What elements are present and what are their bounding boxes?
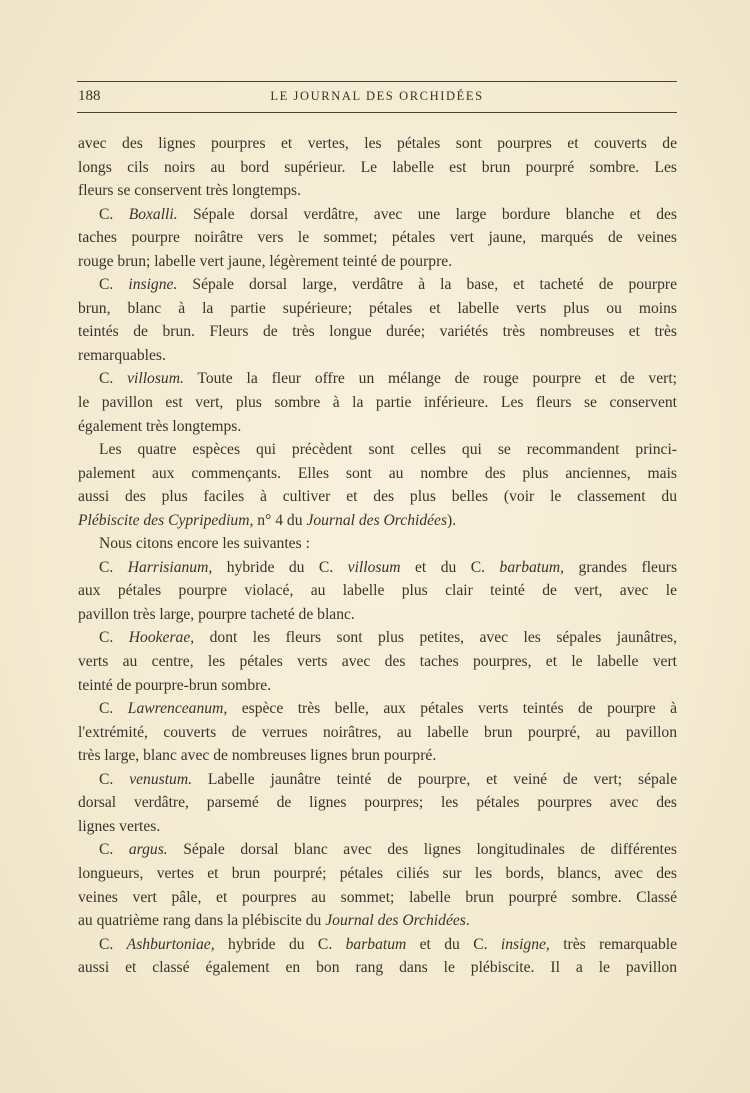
text-segment: également très longtemps. [78, 417, 242, 435]
text-line [78, 250, 677, 274]
italic-text: Journal des Orchidées [306, 511, 448, 529]
text-line [78, 697, 677, 721]
italic-text: Plébiscite des Cypripedium, [78, 511, 254, 529]
text-line [78, 721, 677, 745]
text-line [78, 886, 677, 910]
text-segment: C. [99, 205, 129, 223]
text-segment: lignes vertes. [78, 817, 161, 835]
italic-text: insigne. [128, 276, 178, 294]
text-line [78, 650, 677, 674]
text-line [78, 956, 677, 980]
text-segment: dont les fleurs sont plus petites, avec les sépales jaunâtres, [194, 629, 677, 647]
text-segment: longueurs, vertes et brun pourpré; pétales ciliés sur les bords, blancs, avec des [78, 864, 677, 882]
text-line [78, 933, 677, 957]
text-segment: C. [99, 370, 128, 388]
text-line [78, 674, 677, 698]
text-line [78, 462, 677, 486]
text-segment: aussi des plus faciles à cultiver et des plus belles (voir le classement du [78, 488, 677, 506]
paragraph [78, 438, 677, 532]
italic-text: barbatum [345, 935, 407, 953]
paragraph [78, 697, 677, 768]
italic-text: Lawrenceanum, [127, 700, 228, 718]
text-line [78, 791, 677, 815]
text-segment: . [465, 912, 470, 930]
italic-text: insigne, [500, 935, 550, 953]
text-segment: Nous citons encore les suivantes : [99, 535, 310, 553]
italic-text: venustum. [129, 770, 192, 788]
text-segment: rouge brun; labelle vert jaune, légèrement teinté de pourpre. [78, 252, 453, 270]
text-segment: ). [447, 511, 457, 529]
page-number: 188 [78, 88, 101, 104]
text-segment: Labelle jaunâtre teinté de pourpre, et veiné de vert; sépale [192, 770, 677, 788]
paragraph [78, 273, 677, 367]
text-segment: aussi et classé également en bon rang dans le plébiscite. Il a le pavillon [78, 959, 677, 977]
text-segment: Sépale dorsal blanc avec des lignes longitudinales de différentes [167, 841, 677, 859]
text-segment: espèce très belle, aux pétales verts teintés de pourpre à [227, 700, 678, 718]
text-segment: grandes fleurs [564, 558, 678, 576]
text-segment: veines vert pâle, et pourpres au sommet; labelle brun pourpré sombre. Classé [78, 888, 677, 906]
text-line [78, 179, 677, 203]
italic-text: Boxalli. [128, 205, 178, 223]
text-line [78, 415, 677, 439]
text-line [78, 744, 677, 768]
text-segment: C. [99, 770, 130, 788]
text-segment: hybride du C. [214, 935, 346, 953]
text-segment: teinté de pourpre-brun sombre. [78, 676, 272, 694]
text-segment: taches pourpre noirâtre vers le sommet; pétales vert jaune, marqués de veines [78, 229, 677, 247]
text-segment: hybride du C. [212, 558, 348, 576]
text-line [78, 485, 677, 509]
text-line [78, 532, 677, 556]
text-line [78, 509, 677, 533]
paragraph [78, 933, 677, 980]
text-segment: l'extrémité, couverts de verrues noirâtres, au labelle brun pourpré, au pavillon [78, 723, 677, 741]
running-title: LE JOURNAL DES ORCHIDÉES [270, 89, 484, 103]
header-top-rule [77, 81, 677, 82]
text-segment: verts au centre, les pétales verts avec des taches pourpres, et le labelle vert [78, 653, 677, 671]
text-line [78, 344, 677, 368]
text-segment: C. [99, 935, 127, 953]
text-segment: le pavillon est vert, plus sombre à la partie inférieure. Les fleurs se conservent [78, 394, 677, 412]
text-line [78, 203, 677, 227]
text-segment: longs cils noirs au bord supérieur. Le labelle est brun pourpré sombre. Les [78, 158, 677, 176]
text-segment: remarquables. [78, 346, 166, 364]
text-segment: C. [99, 558, 128, 576]
text-line [78, 391, 677, 415]
text-segment: fleurs se conservent très longtemps. [78, 182, 302, 200]
text-line [78, 768, 677, 792]
text-line [78, 226, 677, 250]
text-line [78, 556, 677, 580]
text-line [78, 367, 677, 391]
text-line [78, 579, 677, 603]
text-line [78, 626, 677, 650]
text-segment: Sépale dorsal verdâtre, avec une large bordure blanche et des [177, 205, 677, 223]
text-segment: et du C. [400, 558, 500, 576]
text-segment: C. [99, 700, 128, 718]
text-segment: C. [99, 629, 129, 647]
text-segment: C. [99, 276, 129, 294]
text-line [78, 156, 677, 180]
text-line [78, 438, 677, 462]
body-text [78, 132, 677, 980]
paragraph [78, 626, 677, 697]
text-line [78, 838, 677, 862]
italic-text: Harrisianum, [127, 558, 213, 576]
text-line [78, 320, 677, 344]
italic-text: villosum [347, 558, 401, 576]
text-segment: Toute la fleur offre un mélange de rouge pourpre et de vert; [183, 370, 678, 388]
italic-text: argus. [128, 841, 168, 859]
text-segment: pavillon très large, pourpre tacheté de blanc. [78, 605, 355, 623]
text-line [78, 297, 677, 321]
italic-text: barbatum, [499, 558, 565, 576]
text-segment: et du C. [406, 935, 501, 953]
text-line [78, 603, 677, 627]
text-segment: brun, blanc à la partie supérieure; pétales et labelle verts plus ou moins [78, 299, 677, 317]
italic-text: villosum. [127, 370, 184, 388]
paragraph [78, 203, 677, 274]
italic-text: Journal des Orchidées [325, 912, 466, 930]
text-segment: au quatrième rang dans la plébiscite du [78, 912, 326, 930]
text-line [78, 273, 677, 297]
paragraph [78, 838, 677, 932]
text-line [78, 862, 677, 886]
paragraph [78, 367, 677, 438]
text-segment: dorsal verdâtre, parsemé de lignes pourpres; les pétales pourpres avec des [78, 794, 677, 812]
text-line [78, 132, 677, 156]
text-line [78, 909, 677, 933]
paragraph [78, 532, 677, 556]
text-segment: C. [99, 841, 129, 859]
header-bottom-rule [77, 112, 677, 113]
italic-text: Ashburtoniae, [126, 935, 215, 953]
text-segment: très remarquable [549, 935, 677, 953]
text-segment: Sépale dorsal large, verdâtre à la base, et tacheté de pourpre [177, 276, 677, 294]
italic-text: Hookerae, [128, 629, 195, 647]
text-segment: palement aux commençants. Elles sont au nombre des plus anciennes, mais [78, 464, 677, 482]
text-segment: Les quatre espèces qui précèdent sont celles qui se recommandent princi- [99, 441, 677, 459]
paragraph [78, 556, 677, 627]
paragraph [78, 768, 677, 839]
text-segment: avec des lignes pourpres et vertes, les pétales sont pourpres et couverts de [78, 135, 677, 152]
text-segment: très large, blanc avec de nombreuses lignes brun pourpré. [78, 747, 437, 765]
text-segment: teintés de brun. Fleurs de très longue durée; variétés très nombreuses et très [78, 323, 677, 341]
text-segment: n° 4 du [253, 511, 307, 529]
text-line [78, 815, 677, 839]
paragraph [78, 132, 677, 203]
text-segment: aux pétales pourpre violacé, au labelle plus clair teinté de vert, avec le [78, 582, 677, 600]
